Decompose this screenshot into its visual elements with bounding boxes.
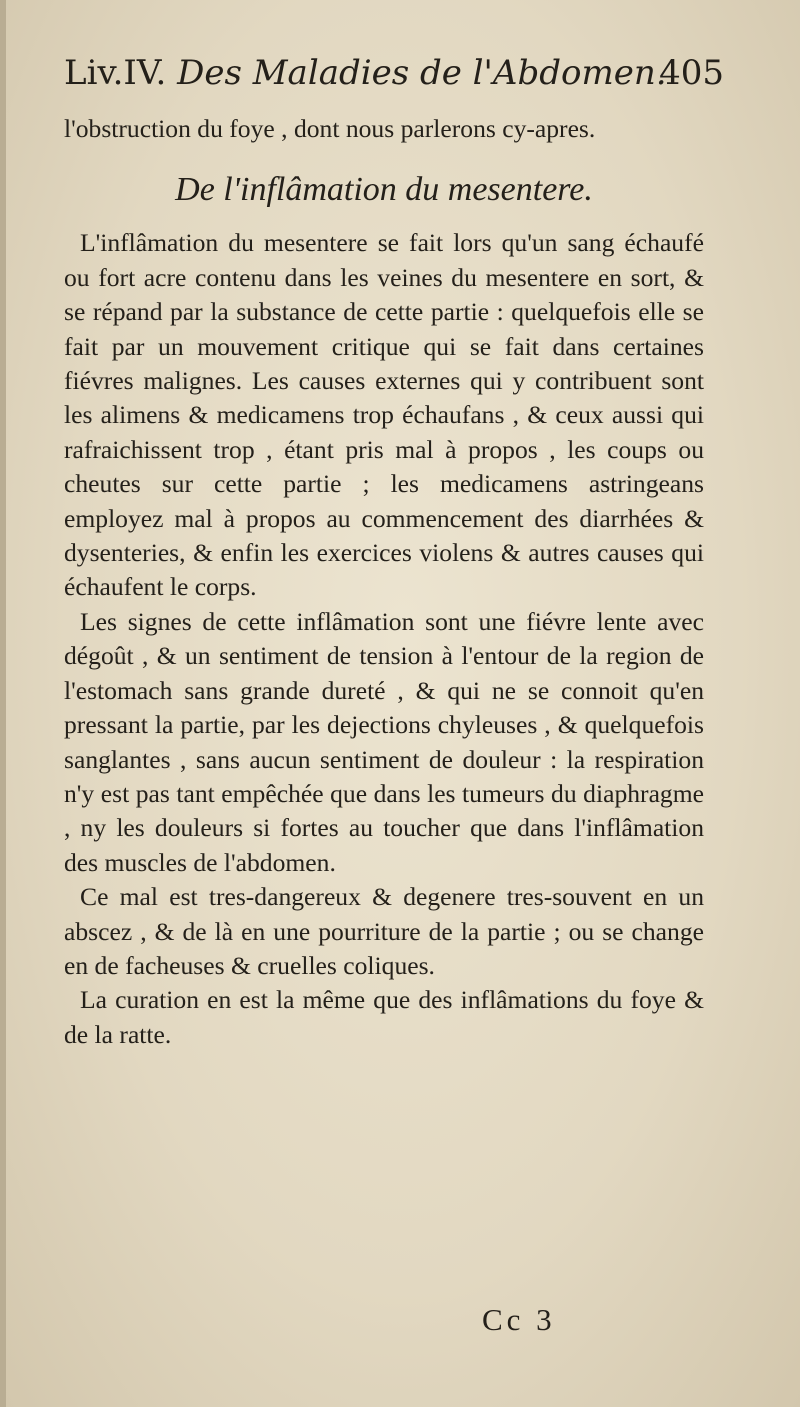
paragraph-signs: Les signes de cette inflâmation sont une fiévre lente avec dégoût , & un sentiment de tension à l'entour de la region de l'estomach sans grande dureté , & qui ne se connoit qu'en pressant la partie, par les dejections chyleuses , & quelquefois sanglantes , sans aucun sentiment de douleur : la respiration n'y est pas tant empêchée que dans les tumeurs du diaphragme , ny les douleurs si fortes au toucher que dans l'inflâmation des muscles de l'abdomen. — [64, 606, 704, 877]
chapter-title: Des Maladies de l'Abdomen. — [177, 53, 667, 93]
section-subtitle: De l'inflâmation du mesentere. — [175, 171, 593, 209]
page-number: 405 — [659, 53, 724, 93]
book-section: Liv.IV. — [64, 53, 167, 93]
paragraph-causes: L'inflâmation du mesentere se fait lors qu'un sang échaufé ou fort acre contenu dans les veines du mesentere en sort, & se répand par la substance de cette partie : quelquefois elle se fait par un mouvement critique qui se fait dans certaines fiévres malignes. Les causes externes qui y contribuent sont les alimens & medicamens trop échaufans , & ceux aussi qui rafraichissent trop , étant pris mal à propos , les coups ou cheutes sur cette partie ; les medicamens astringeans employez mal à propos au commencement des diarrhées & dysenteries, & enfin les exercices violens & autres causes qui échaufent le corps. — [64, 228, 704, 602]
paragraph-cure: La curation en est la même que des inflâmations du foye & de la ratte. — [64, 985, 704, 1049]
printer-signature: Cc 3 — [482, 1302, 556, 1337]
running-header — [64, 48, 724, 98]
intro-paragraph: l'obstruction du foye , dont nous parlerons cy-apres. — [64, 114, 596, 143]
paragraph-danger: Ce mal est tres-dangereux & degenere tres-souvent en un abscez , & de là en une pourriture de la partie ; ou se change en de facheuses & cruelles coliques. — [64, 882, 704, 980]
body-text — [64, 112, 704, 1052]
